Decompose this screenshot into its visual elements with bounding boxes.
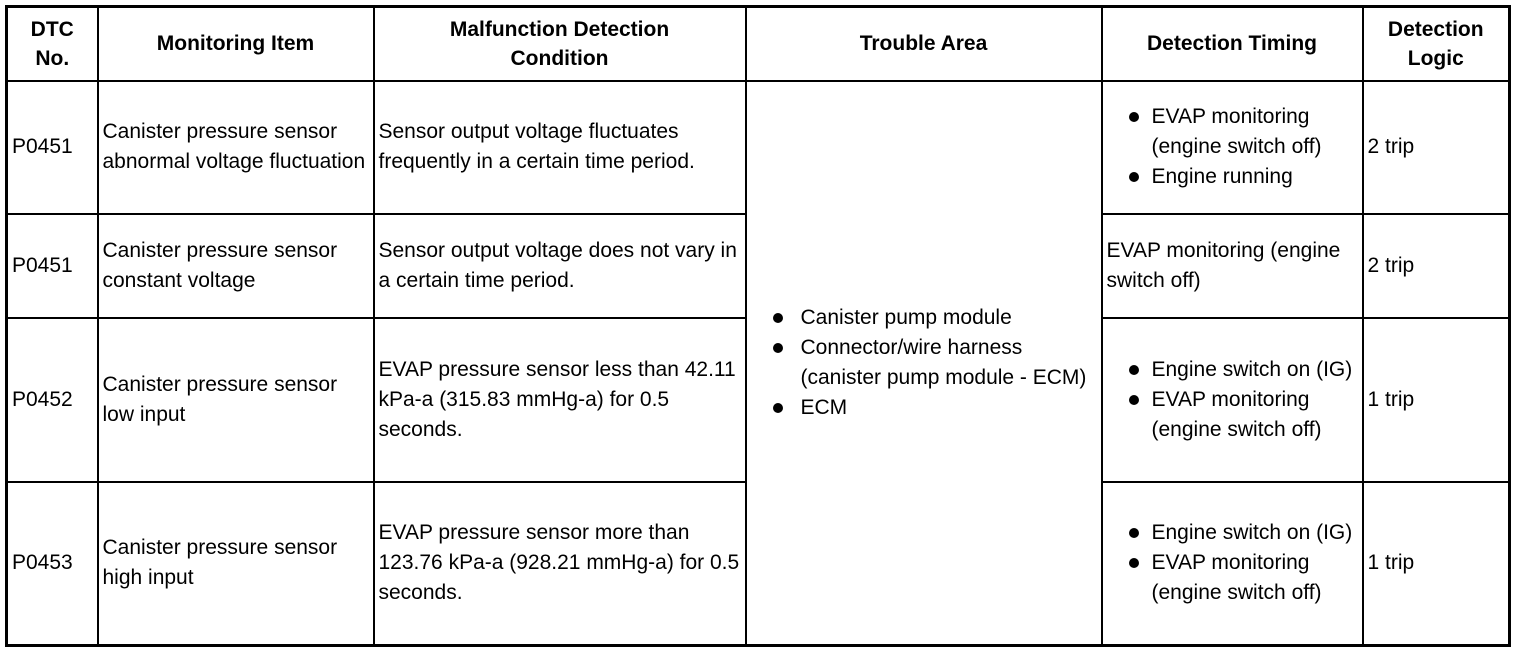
trouble-area-item: ECM bbox=[751, 393, 1097, 423]
detection-timing bbox=[1102, 318, 1363, 482]
timing-item: Engine switch on (IG) bbox=[1107, 355, 1358, 385]
detection-logic: 2 trip bbox=[1363, 81, 1510, 214]
detection-logic: 1 trip bbox=[1363, 318, 1510, 482]
dtc-code: P0451 bbox=[7, 81, 98, 214]
header-malfunction-condition: Malfunction Detection Condition bbox=[374, 7, 746, 81]
detection-logic: 2 trip bbox=[1363, 214, 1510, 318]
malfunction-condition: Sensor output voltage does not vary in a certain time period. bbox=[374, 214, 746, 318]
dtc-code: P0451 bbox=[7, 214, 98, 318]
trouble-area-list bbox=[751, 303, 1097, 423]
timing-item: EVAP monitoring (engine switch off) bbox=[1107, 102, 1358, 162]
monitoring-item: Canister pressure sensor constant voltage bbox=[98, 214, 374, 318]
monitoring-item: Canister pressure sensor high input bbox=[98, 482, 374, 646]
malfunction-condition: EVAP pressure sensor less than 42.11 kPa-a (315.83 mmHg-a) for 0.5 seconds. bbox=[374, 318, 746, 482]
dtc-table bbox=[5, 5, 1511, 647]
malfunction-condition: Sensor output voltage fluctuates frequently in a certain time period. bbox=[374, 81, 746, 214]
dtc-code: P0452 bbox=[7, 318, 98, 482]
header-monitoring-item: Monitoring Item bbox=[98, 7, 374, 81]
monitoring-item: Canister pressure sensor low input bbox=[98, 318, 374, 482]
timing-list bbox=[1107, 518, 1358, 608]
header-detection-logic: Detection Logic bbox=[1363, 7, 1510, 81]
table-row bbox=[7, 81, 1510, 214]
timing-item: EVAP monitoring (engine switch off) bbox=[1107, 548, 1358, 608]
trouble-area-item: Canister pump module bbox=[751, 303, 1097, 333]
dtc-code: P0453 bbox=[7, 482, 98, 646]
trouble-area-item: Connector/wire harness (canister pump module - ECM) bbox=[751, 333, 1097, 393]
detection-timing bbox=[1102, 81, 1363, 214]
detection-timing bbox=[1102, 482, 1363, 646]
timing-list bbox=[1107, 355, 1358, 445]
timing-item: Engine running bbox=[1107, 162, 1358, 192]
monitoring-item: Canister pressure sensor abnormal voltage fluctuation bbox=[98, 81, 374, 214]
timing-list bbox=[1107, 102, 1358, 192]
header-row bbox=[7, 7, 1510, 81]
malfunction-condition: EVAP pressure sensor more than 123.76 kPa-a (928.21 mmHg-a) for 0.5 seconds. bbox=[374, 482, 746, 646]
detection-timing: EVAP monitoring (engine switch off) bbox=[1102, 214, 1363, 318]
trouble-area bbox=[746, 81, 1102, 646]
timing-item: EVAP monitoring (engine switch off) bbox=[1107, 385, 1358, 445]
timing-item: Engine switch on (IG) bbox=[1107, 518, 1358, 548]
header-detection-timing: Detection Timing bbox=[1102, 7, 1363, 81]
header-trouble-area: Trouble Area bbox=[746, 7, 1102, 81]
header-dtc-no: DTC No. bbox=[7, 7, 98, 81]
detection-logic: 1 trip bbox=[1363, 482, 1510, 646]
